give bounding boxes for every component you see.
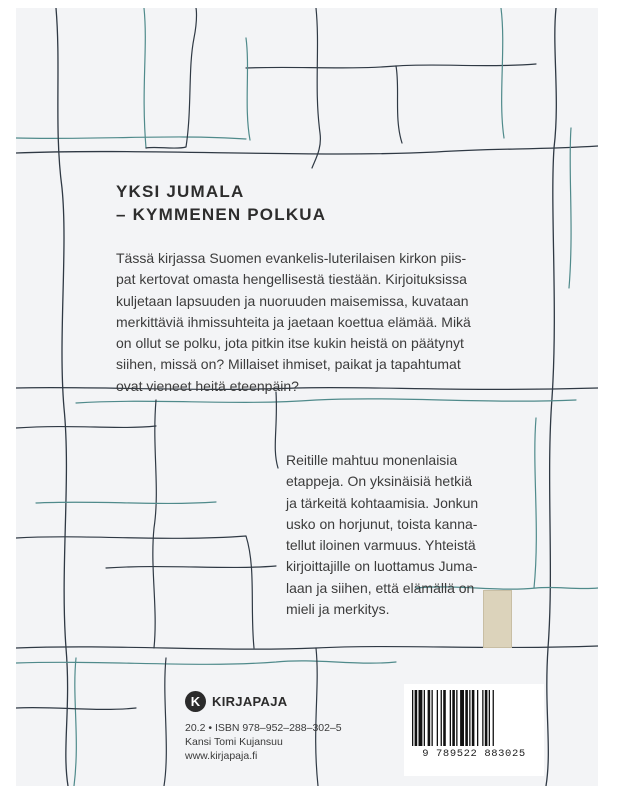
book-back-cover <box>16 8 598 786</box>
description-paragraph <box>116 248 536 397</box>
secondary-line: laan ja siihen, että elämällä on <box>286 579 475 596</box>
description-line: on ollut se polku, jota pitkin itse kukin heistä on päätynyt <box>116 335 464 352</box>
secondary-line: usko on horjunut, toista kanna- <box>286 515 478 532</box>
price-sticker <box>483 590 512 648</box>
secondary-line: mieli ja merkitys. <box>286 601 390 618</box>
description-line: Tässä kirjassa Suomen evankelis-luterilaisen kirkon piis- <box>116 250 467 266</box>
secondary-line: etappeja. On yksinäisiä hetkiä <box>286 473 472 490</box>
cover-credit: Kansi Tomi Kujansuu <box>185 735 283 748</box>
website: www.kirjapaja.fi <box>185 749 258 762</box>
secondary-line: ja tärkeitä kohtaamisia. Jonkun <box>286 494 479 511</box>
barcode-digits: 9 789522 883025 <box>422 748 526 760</box>
imprint-info <box>185 722 342 763</box>
kirjapaja-logo-icon: K <box>185 691 206 712</box>
secondary-line: tellut iloinen varmuus. Yhteistä <box>286 537 476 554</box>
description-line: ovat vieneet heitä eteenpäin? <box>116 377 299 394</box>
publisher-logo <box>185 691 287 712</box>
description-line: merkittäviä ihmissuhteita ja jaetaan koettua elämää. Mikä <box>116 313 471 330</box>
barcode-bars <box>410 690 538 746</box>
secondary-line: Reitille mahtuu monenlaisia <box>286 452 458 468</box>
title-line-2: – KYMMENEN POLKUA <box>116 205 327 224</box>
barcode <box>404 684 544 776</box>
title-line-1: YKSI JUMALA <box>116 182 245 201</box>
isbn-line: 20.2 • ISBN 978–952–288–302–5 <box>185 722 342 734</box>
secondary-line: kirjoittajille on luottamus Juma- <box>286 558 478 575</box>
description-line: pat kertovat omasta hengellisestä tiestään. Kirjoituksissa <box>116 271 467 288</box>
description-line: siihen, missä on? Millaiset ihmiset, paikat ja tapahtumat <box>116 356 461 373</box>
publisher-name: KIRJAPAJA <box>212 694 288 709</box>
book-title <box>116 180 326 226</box>
description-line: kuljetaan lapsuuden ja nuoruuden maisemissa, kuvataan <box>116 292 469 309</box>
